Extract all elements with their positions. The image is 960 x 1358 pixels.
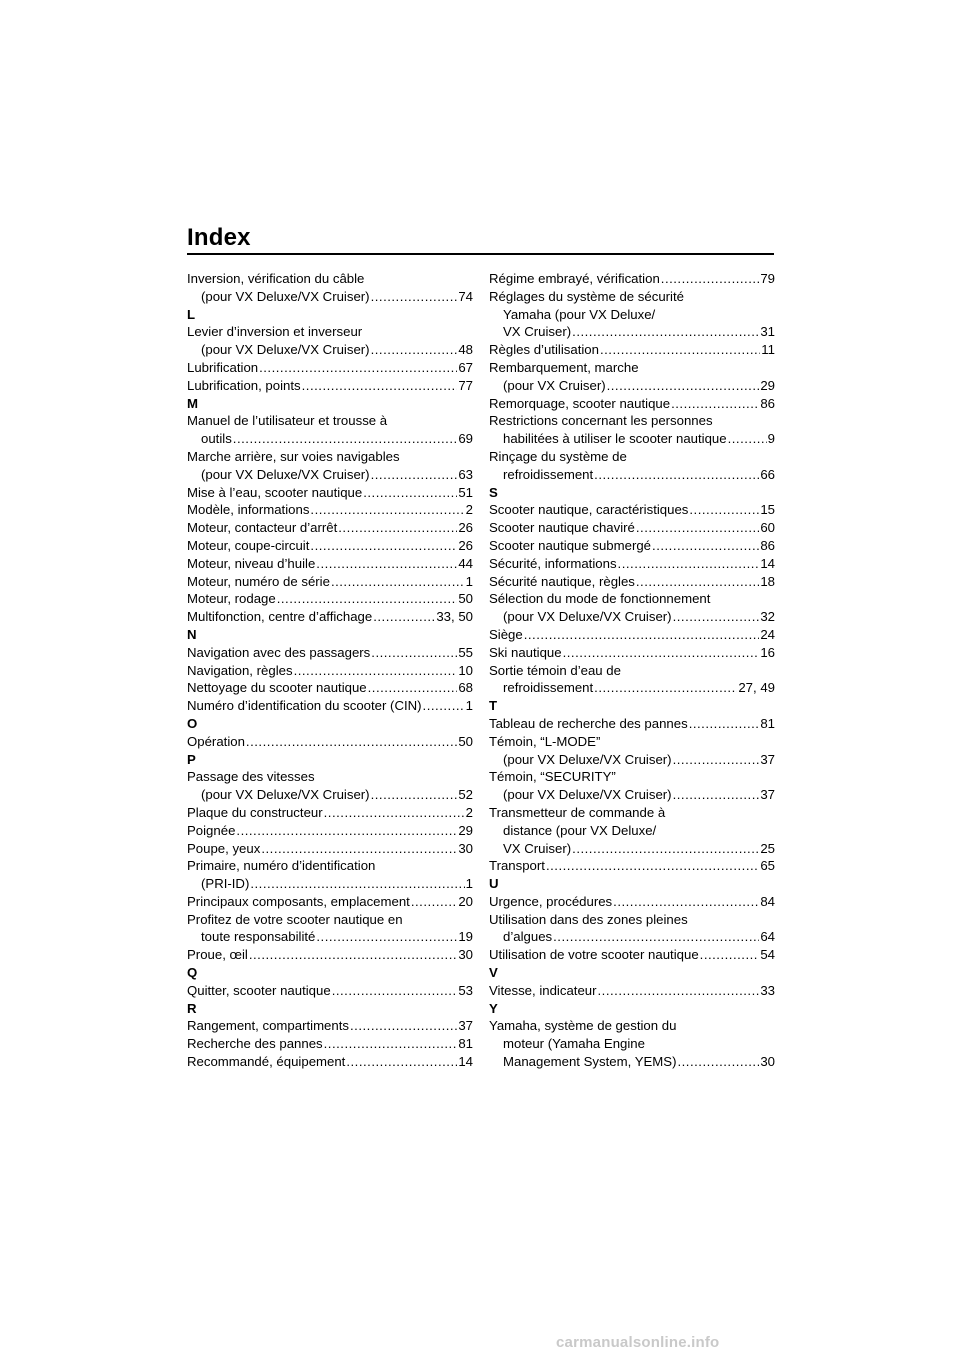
index-entry xyxy=(187,359,473,377)
index-entry-text: Lubrification xyxy=(187,359,259,375)
index-letter-heading xyxy=(187,395,473,413)
dot-leader xyxy=(259,359,457,377)
index-entry xyxy=(187,733,473,751)
index-entry xyxy=(187,982,473,1000)
index-entry xyxy=(489,448,775,466)
index-entry xyxy=(489,395,775,413)
index-page-number: 69 xyxy=(458,431,473,447)
index-entry xyxy=(187,377,473,395)
dot-leader xyxy=(324,804,465,822)
index-entry-text: (PRI-ID) xyxy=(201,876,250,892)
index-entry-text: Principaux composants, emplacement xyxy=(187,893,410,909)
index-entry xyxy=(187,928,473,946)
index-entry xyxy=(489,608,775,626)
index-page-number: 67 xyxy=(458,359,473,375)
dot-leader xyxy=(350,1017,457,1035)
index-page-number: 10 xyxy=(458,662,473,678)
index-page-number: 48 xyxy=(458,342,473,358)
index-entry xyxy=(489,590,775,608)
dot-leader xyxy=(371,288,458,306)
index-letter-heading xyxy=(187,964,473,982)
index-entry xyxy=(489,306,775,324)
index-entry xyxy=(187,840,473,858)
index-entry-text: Régime embrayé, vérification xyxy=(489,271,660,286)
index-entry-text: (pour VX Deluxe/VX Cruiser) xyxy=(503,751,672,767)
index-entry xyxy=(187,768,473,786)
dot-leader xyxy=(524,626,760,644)
dot-leader xyxy=(277,590,458,608)
dot-leader xyxy=(249,946,458,964)
index-entry xyxy=(489,751,775,769)
index-entry xyxy=(187,697,473,715)
index-entry xyxy=(187,662,473,680)
index-entry xyxy=(187,430,473,448)
dot-leader xyxy=(310,501,464,519)
index-column-right xyxy=(489,270,775,1071)
index-entry-text: (pour VX Deluxe/VX Cruiser) xyxy=(503,609,672,625)
index-page-number: 60 xyxy=(760,520,775,536)
dot-leader xyxy=(700,946,760,964)
index-entry xyxy=(187,822,473,840)
index-page-number: 33, 50 xyxy=(436,609,473,625)
index-page-number: 15 xyxy=(760,502,775,518)
index-entry xyxy=(489,466,775,484)
index-entry xyxy=(489,270,775,288)
index-page-number: 14 xyxy=(458,1054,473,1070)
index-entry xyxy=(489,412,775,430)
index-page-number: 1 xyxy=(465,698,473,714)
index-entry-text: Recommandé, équipement xyxy=(187,1054,346,1070)
index-page-number: 9 xyxy=(767,431,775,447)
index-entry xyxy=(187,323,473,341)
dot-leader xyxy=(652,537,759,555)
index-page-number: 50 xyxy=(458,733,473,749)
index-entry xyxy=(489,359,775,377)
index-entry-text: toute responsabilité xyxy=(201,929,316,945)
index-page-number: 30 xyxy=(760,1054,775,1070)
index-entry-text: Moteur, contacteur d’arrêt xyxy=(187,520,338,536)
index-entry-text: outils xyxy=(201,431,232,447)
index-entry-text: (pour VX Deluxe/VX Cruiser) xyxy=(503,787,672,803)
index-page-number: 74 xyxy=(458,288,473,304)
index-page-number: 33 xyxy=(760,982,775,998)
dot-leader xyxy=(373,608,435,626)
dot-leader xyxy=(233,430,458,448)
index-page-number: 81 xyxy=(458,1036,473,1052)
index-entry-text: Lubrification, points xyxy=(187,377,301,393)
index-entry xyxy=(187,911,473,929)
index-page-number: 2 xyxy=(465,502,473,518)
index-entry-text: Modèle, informations xyxy=(187,502,310,518)
dot-leader xyxy=(371,786,458,804)
index-entry-text: Tableau de recherche des pannes xyxy=(489,715,688,731)
index-page-number: 16 xyxy=(760,644,775,660)
dot-leader xyxy=(338,519,457,537)
dot-leader xyxy=(246,733,457,751)
dot-leader xyxy=(324,1035,458,1053)
dot-leader xyxy=(236,822,457,840)
index-entry xyxy=(187,590,473,608)
index-entry xyxy=(489,519,775,537)
index-entry-text: Restrictions concernant les personnes xyxy=(489,413,713,429)
index-entry-text: Urgence, procédures xyxy=(489,893,613,909)
index-entry-text: d’algues xyxy=(503,929,553,945)
index-page-number: 1 xyxy=(465,876,473,892)
index-entry-text: S xyxy=(489,484,498,500)
index-page-number: 63 xyxy=(458,466,473,482)
index-page-number: 51 xyxy=(458,484,473,500)
dot-leader xyxy=(546,857,759,875)
index-entry-text: N xyxy=(187,626,197,642)
index-page-number: 37 xyxy=(458,1018,473,1034)
index-entry-text: P xyxy=(187,751,196,767)
dot-leader xyxy=(371,341,458,359)
index-entry xyxy=(489,644,775,662)
index-entry xyxy=(489,1053,775,1071)
index-letter-heading xyxy=(187,626,473,644)
page-title: Index xyxy=(187,224,251,251)
index-page-number: 18 xyxy=(760,573,775,589)
index-entry-text: Rinçage du système de xyxy=(489,448,627,464)
index-entry xyxy=(187,893,473,911)
index-page-number: 30 xyxy=(458,947,473,963)
index-page-number: 26 xyxy=(458,537,473,553)
index-entry xyxy=(489,626,775,644)
index-page-number: 77 xyxy=(458,377,473,393)
index-entry-text: Passage des vitesses xyxy=(187,769,315,785)
index-page-number: 52 xyxy=(458,787,473,803)
dot-leader xyxy=(423,697,465,715)
dot-leader xyxy=(661,270,760,288)
dot-leader xyxy=(600,341,760,359)
index-page-number: 11 xyxy=(761,342,775,358)
dot-leader xyxy=(618,555,760,573)
index-entry xyxy=(489,341,775,359)
index-page-number: 30 xyxy=(458,840,473,856)
index-entry-text: Primaire, numéro d’identification xyxy=(187,858,376,874)
index-entry xyxy=(187,270,473,288)
index-entry-text: Numéro d’identification du scooter (CIN) xyxy=(187,698,422,714)
index-entry xyxy=(187,466,473,484)
index-entry-text: Siège xyxy=(489,626,523,642)
index-entry-text: Moteur, rodage xyxy=(187,591,276,607)
index-page-number: 26 xyxy=(458,520,473,536)
index-entry-text: Utilisation dans des zones pleines xyxy=(489,911,688,927)
index-entry xyxy=(489,1017,775,1035)
dot-leader xyxy=(594,679,737,697)
index-entry xyxy=(489,662,775,680)
index-entry-text: VX Cruiser) xyxy=(503,840,572,856)
dot-leader xyxy=(316,555,457,573)
index-entry-text: Quitter, scooter nautique xyxy=(187,982,331,998)
index-entry-text: Mise à l’eau, scooter nautique xyxy=(187,484,363,500)
index-entry-text: Inversion, vérification du câble xyxy=(187,271,365,286)
dot-leader xyxy=(728,430,767,448)
watermark-text: carmanualsonline.info xyxy=(556,1334,720,1351)
index-entry xyxy=(489,928,775,946)
index-entry xyxy=(187,786,473,804)
index-entry-text: O xyxy=(187,715,198,731)
index-entry-text: Scooter nautique chaviré xyxy=(489,520,635,536)
index-entry-text: Sélection du mode de fonctionnement xyxy=(489,591,711,607)
dot-leader xyxy=(553,928,759,946)
index-entry-text: Yamaha (pour VX Deluxe/ xyxy=(503,306,656,322)
index-entry-text: refroidissement xyxy=(503,680,594,696)
index-entry xyxy=(187,288,473,306)
index-entry-text: Témoin, “SECURITY” xyxy=(489,769,616,785)
index-entry xyxy=(187,644,473,662)
dot-leader xyxy=(331,573,465,591)
index-entry-text: L xyxy=(187,306,196,322)
index-entry-text: (pour VX Deluxe/VX Cruiser) xyxy=(201,787,370,803)
index-entry-text: Management System, YEMS) xyxy=(503,1054,677,1070)
index-entry-text: (pour VX Deluxe/VX Cruiser) xyxy=(201,342,370,358)
index-entry-text: Nettoyage du scooter nautique xyxy=(187,680,367,696)
index-letter-heading xyxy=(489,1000,775,1018)
index-page-number: 1 xyxy=(465,573,473,589)
dot-leader xyxy=(594,466,759,484)
index-entry-text: refroidissement xyxy=(503,466,594,482)
index-page-number: 65 xyxy=(760,858,775,874)
dot-leader xyxy=(563,644,760,662)
index-page-number: 86 xyxy=(760,537,775,553)
index-entry xyxy=(187,341,473,359)
index-entry-text: Marche arrière, sur voies navigables xyxy=(187,448,400,464)
index-letter-heading xyxy=(489,484,775,502)
index-letter-heading xyxy=(489,964,775,982)
index-letter-heading xyxy=(489,875,775,893)
index-entry-text: Manuel de l’utilisateur et trousse à xyxy=(187,413,388,429)
dot-leader xyxy=(294,662,458,680)
index-entry xyxy=(489,537,775,555)
index-entry xyxy=(187,484,473,502)
index-column-left xyxy=(187,270,473,1071)
dot-leader xyxy=(689,715,760,733)
index-entry-text: Scooter nautique, caractéristiques xyxy=(489,502,689,518)
dot-leader xyxy=(332,982,458,1000)
index-entry-text: Q xyxy=(187,965,198,981)
index-entry-text: Transport xyxy=(489,858,545,874)
dot-leader xyxy=(673,786,760,804)
index-entry-text: Sécurité nautique, règles xyxy=(489,573,635,589)
index-entry-text: Remorquage, scooter nautique xyxy=(489,395,671,411)
index-page-number: 24 xyxy=(760,626,775,642)
index-entry xyxy=(187,875,473,893)
index-entry-text: U xyxy=(489,876,499,892)
dot-leader xyxy=(302,377,458,395)
dot-leader xyxy=(368,679,458,697)
index-entry-text: (pour VX Deluxe/VX Cruiser) xyxy=(201,288,370,304)
index-entry xyxy=(489,555,775,573)
index-page-number: 68 xyxy=(458,680,473,696)
index-entry xyxy=(187,857,473,875)
index-entry-text: Sortie témoin d’eau de xyxy=(489,662,621,678)
dot-leader xyxy=(677,1053,759,1071)
dot-leader xyxy=(572,840,759,858)
index-entry-text: Opération xyxy=(187,733,245,749)
index-page-number: 37 xyxy=(760,787,775,803)
index-page-number: 2 xyxy=(465,804,473,820)
index-entry-text: Yamaha, système de gestion du xyxy=(489,1018,677,1034)
index-page-number: 53 xyxy=(458,982,473,998)
dot-leader xyxy=(673,608,760,626)
index-entry-text: R xyxy=(187,1000,197,1016)
index-entry-text: Plaque du constructeur xyxy=(187,804,323,820)
dot-leader xyxy=(371,466,458,484)
index-entry xyxy=(489,377,775,395)
index-page-number: 32 xyxy=(760,609,775,625)
index-entry-text: Proue, œil xyxy=(187,947,248,963)
index-page-number: 31 xyxy=(760,324,775,340)
index-entry-text: M xyxy=(187,395,198,411)
index-entry xyxy=(187,608,473,626)
index-entry-text: Sécurité, informations xyxy=(489,555,617,571)
index-entry xyxy=(489,840,775,858)
index-page-number: 29 xyxy=(760,377,775,393)
index-entry xyxy=(489,768,775,786)
index-page-number: 29 xyxy=(458,822,473,838)
index-entry xyxy=(489,946,775,964)
dot-leader xyxy=(316,928,457,946)
index-entry xyxy=(187,1035,473,1053)
index-page-number: 44 xyxy=(458,555,473,571)
index-page-number: 86 xyxy=(760,395,775,411)
index-entry xyxy=(489,804,775,822)
index-page-number: 79 xyxy=(760,271,775,286)
index-entry xyxy=(489,573,775,591)
index-page-number: 54 xyxy=(760,947,775,963)
index-entry-text: Poupe, yeux xyxy=(187,840,261,856)
index-entry xyxy=(187,412,473,430)
index-page-number: 20 xyxy=(458,893,473,909)
index-entry-text: Moteur, coupe-circuit xyxy=(187,537,310,553)
index-entry xyxy=(187,519,473,537)
index-entry-text: Navigation, règles xyxy=(187,662,293,678)
dot-leader xyxy=(689,501,759,519)
index-entry-text: Levier d’inversion et inverseur xyxy=(187,324,363,340)
dot-leader xyxy=(636,519,759,537)
dot-leader xyxy=(310,537,457,555)
index-entry xyxy=(489,501,775,519)
index-entry xyxy=(187,573,473,591)
index-entry xyxy=(187,555,473,573)
index-entry-text: VX Cruiser) xyxy=(503,324,572,340)
index-entry xyxy=(187,1017,473,1035)
index-entry xyxy=(187,448,473,466)
index-entry xyxy=(489,288,775,306)
index-entry xyxy=(489,715,775,733)
index-entry xyxy=(489,323,775,341)
index-entry-text: habilitées à utiliser le scooter nautique xyxy=(503,431,727,447)
index-entry-text: Ski nautique xyxy=(489,644,562,660)
title-divider xyxy=(187,253,774,255)
index-page-number: 27, 49 xyxy=(738,680,775,696)
index-entry-text: V xyxy=(489,965,498,981)
index-page-number: 25 xyxy=(760,840,775,856)
dot-leader xyxy=(671,395,759,413)
dot-leader xyxy=(346,1053,457,1071)
index-entry xyxy=(489,679,775,697)
index-entry-text: Moteur, niveau d’huile xyxy=(187,555,316,571)
index-page-number: 55 xyxy=(458,644,473,660)
index-entry xyxy=(489,857,775,875)
index-entry-text: Moteur, numéro de série xyxy=(187,573,330,589)
index-letter-heading xyxy=(187,1000,473,1018)
index-letter-heading xyxy=(187,751,473,769)
index-entry-text: Y xyxy=(489,1000,498,1016)
index-entry-text: distance (pour VX Deluxe/ xyxy=(503,822,657,838)
index-page-number: 81 xyxy=(760,715,775,731)
index-page-number: 64 xyxy=(760,929,775,945)
index-entry-text: moteur (Yamaha Engine xyxy=(503,1036,645,1052)
dot-leader xyxy=(613,893,759,911)
index-entry-text: Transmetteur de commande à xyxy=(489,804,666,820)
index-entry xyxy=(489,1035,775,1053)
index-entry-text: Poignée xyxy=(187,822,236,838)
index-entry-text: Recherche des pannes xyxy=(187,1036,323,1052)
index-letter-heading xyxy=(187,306,473,324)
index-entry xyxy=(187,537,473,555)
index-entry-text: Profitez de votre scooter nautique en xyxy=(187,911,403,927)
index-entry xyxy=(489,786,775,804)
index-entry-text: Rembarquement, marche xyxy=(489,359,639,375)
dot-leader xyxy=(636,573,759,591)
index-entry xyxy=(489,911,775,929)
index-page-number: 14 xyxy=(760,555,775,571)
index-page-number: 19 xyxy=(458,929,473,945)
dot-leader xyxy=(363,484,457,502)
index-entry xyxy=(187,804,473,822)
index-entry-text: Règles d’utilisation xyxy=(489,342,599,358)
index-entry-text: Navigation avec des passagers xyxy=(187,644,371,660)
index-entry-text: Réglages du système de sécurité xyxy=(489,288,684,304)
index-entry-text: Utilisation de votre scooter nautique xyxy=(489,947,699,963)
index-entry xyxy=(489,893,775,911)
index-page-number: 37 xyxy=(760,751,775,767)
index-entry xyxy=(187,501,473,519)
index-page-number: 50 xyxy=(458,591,473,607)
index-entry xyxy=(187,946,473,964)
index-entry xyxy=(489,733,775,751)
index-entry xyxy=(489,982,775,1000)
index-entry-text: T xyxy=(489,698,498,714)
index-entry-text: Témoin, “L-MODE” xyxy=(489,733,601,749)
dot-leader xyxy=(598,982,760,1000)
index-letter-heading xyxy=(489,697,775,715)
index-entry-text: Scooter nautique submergé xyxy=(489,537,652,553)
index-entry xyxy=(489,822,775,840)
dot-leader xyxy=(261,840,457,858)
dot-leader xyxy=(607,377,760,395)
index-entry-text: Rangement, compartiments xyxy=(187,1018,349,1034)
index-entry-text: (pour VX Cruiser) xyxy=(503,377,606,393)
index-entry xyxy=(187,679,473,697)
index-entry-text: Vitesse, indicateur xyxy=(489,982,597,998)
dot-leader xyxy=(673,751,760,769)
index-entry-text: (pour VX Deluxe/VX Cruiser) xyxy=(201,466,370,482)
index-entry xyxy=(187,1053,473,1071)
index-letter-heading xyxy=(187,715,473,733)
index-entry-text: Multifonction, centre d’affichage xyxy=(187,609,373,625)
index-page-number: 66 xyxy=(760,466,775,482)
dot-leader xyxy=(371,644,457,662)
dot-leader xyxy=(250,875,464,893)
index-entry xyxy=(489,430,775,448)
index-page-number: 84 xyxy=(760,893,775,909)
dot-leader xyxy=(411,893,457,911)
dot-leader xyxy=(572,323,759,341)
